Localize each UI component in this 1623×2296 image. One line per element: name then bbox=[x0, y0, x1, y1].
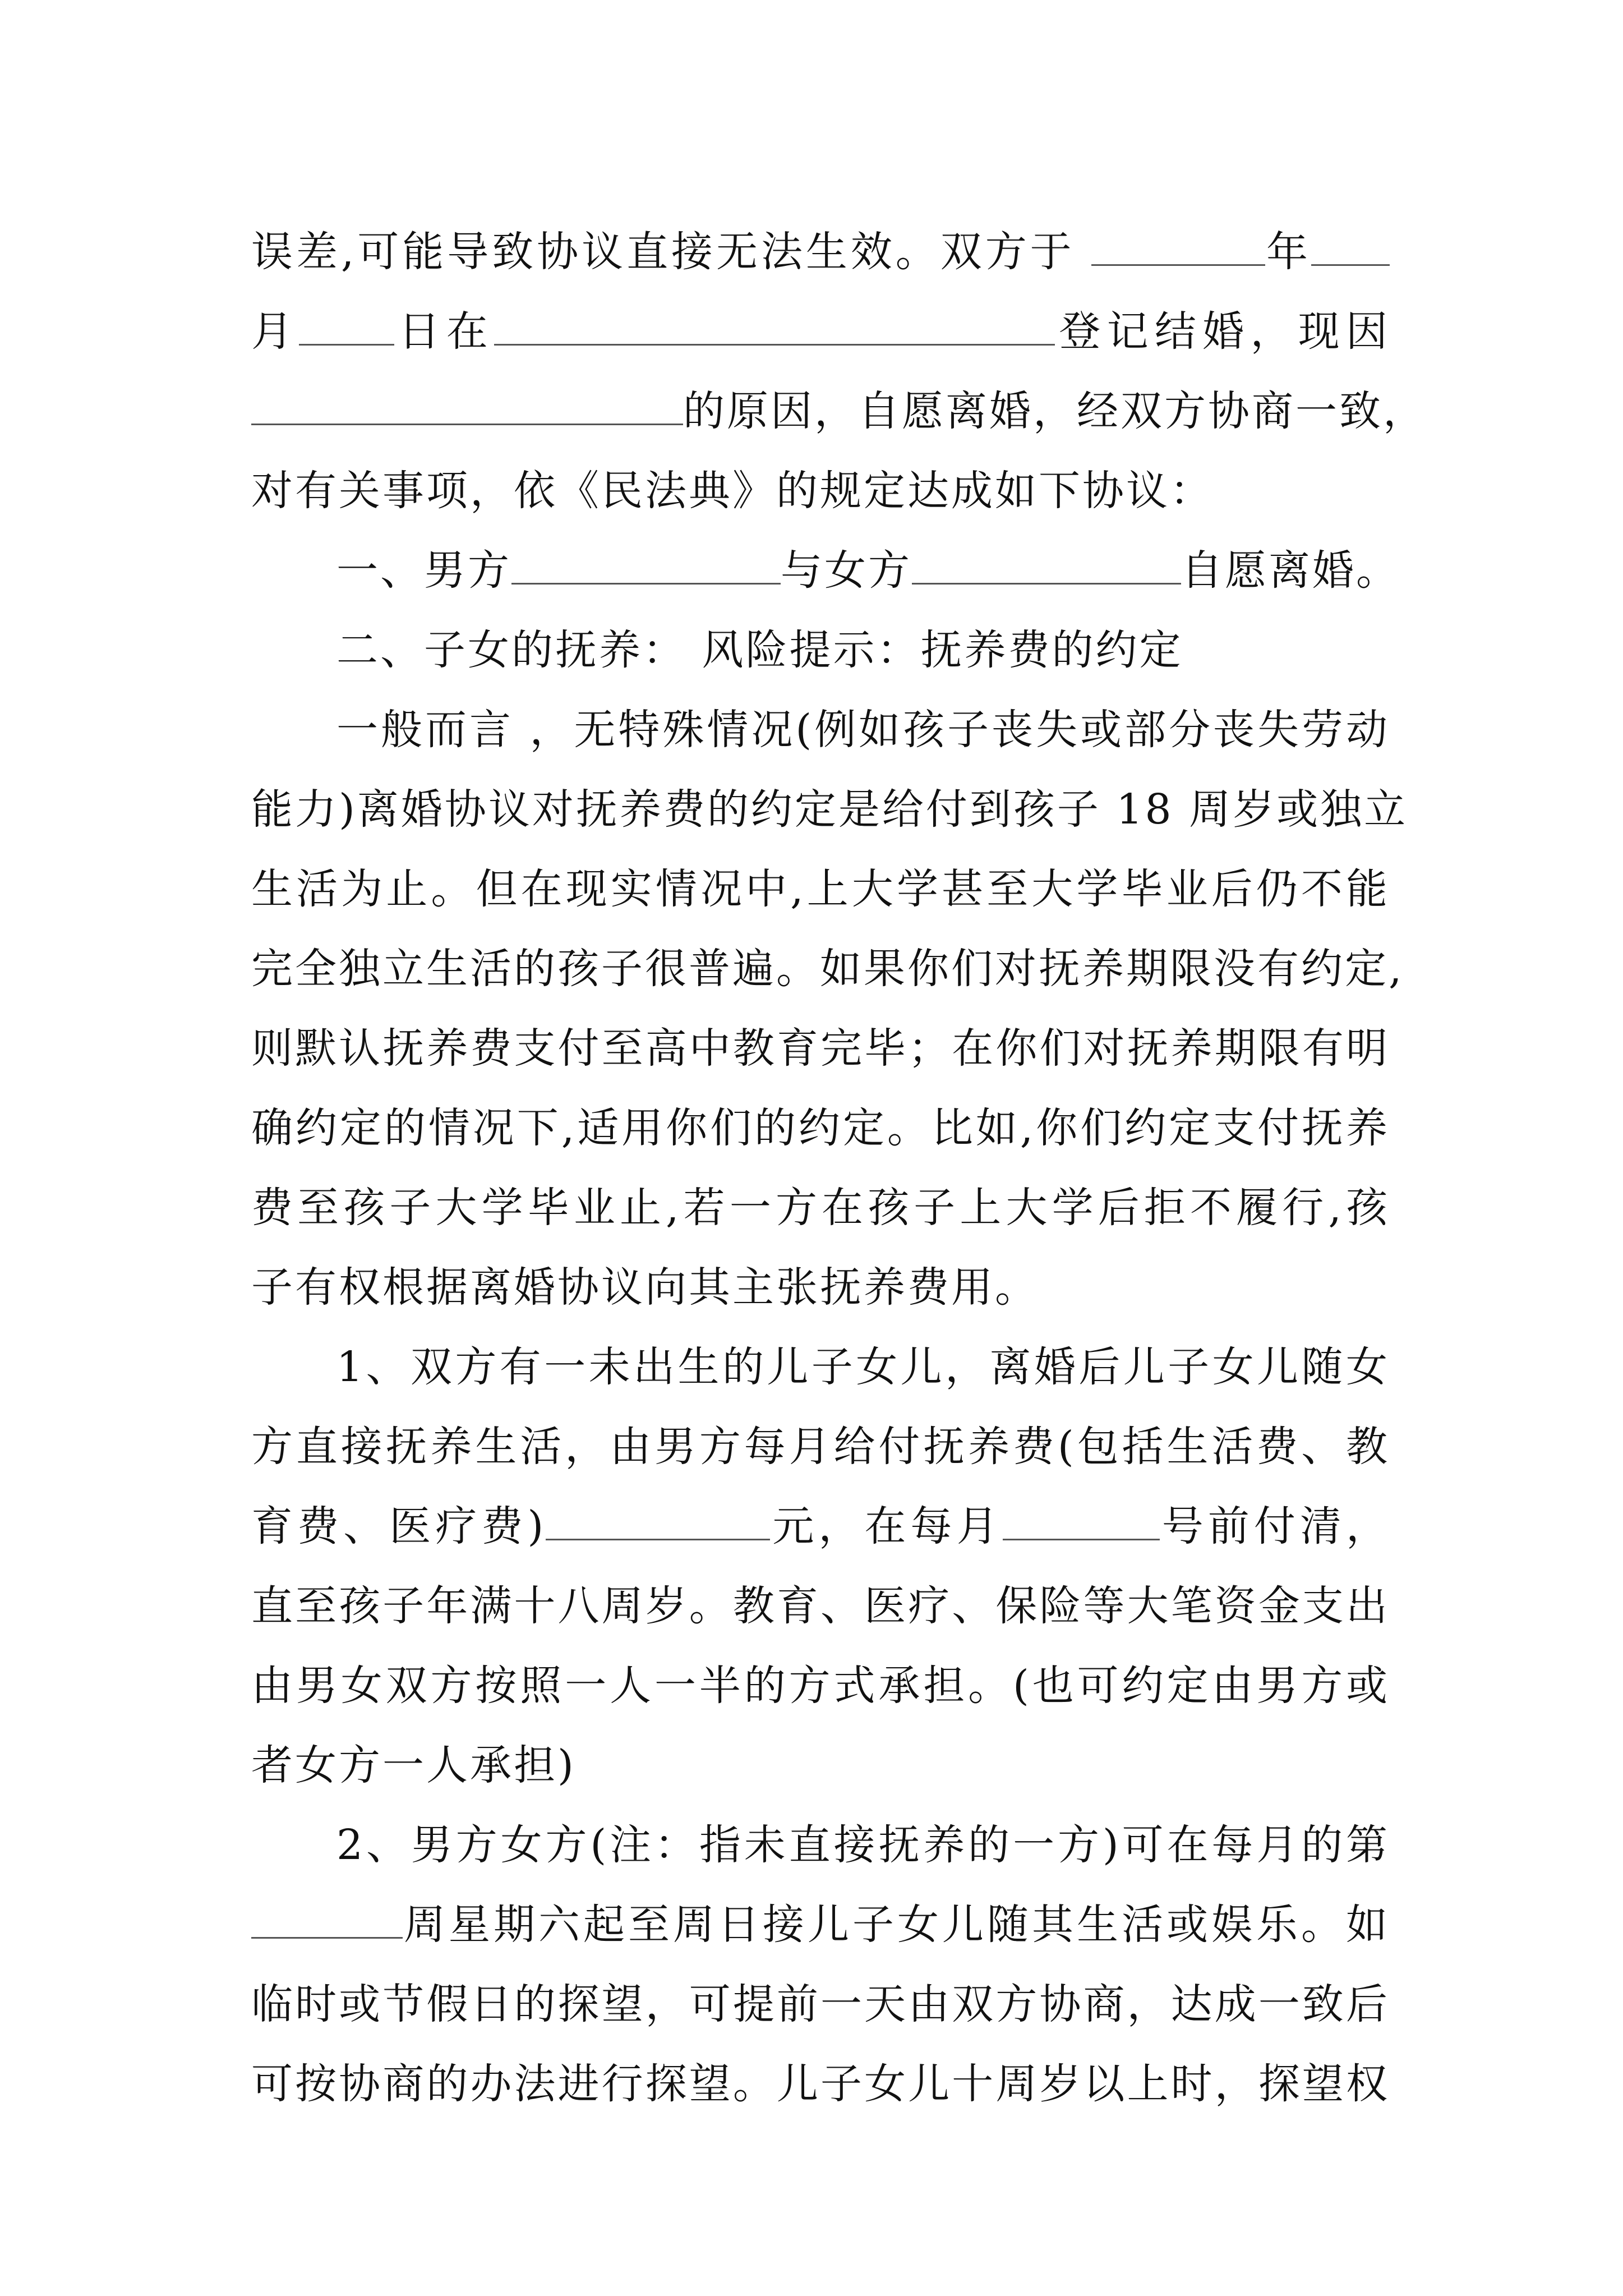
text-segment: 则默认抚养费支付至高中教育完毕；在你们对抚养期限有明 bbox=[251, 1024, 1390, 1073]
fill-in-blank bbox=[546, 1495, 770, 1540]
text-line bbox=[251, 292, 1390, 371]
text-line bbox=[251, 1885, 1390, 1964]
text-line bbox=[251, 1646, 1390, 1726]
fill-in-blank bbox=[511, 539, 781, 585]
text-line bbox=[251, 1805, 1390, 1885]
text-line bbox=[251, 1009, 1390, 1088]
text-line bbox=[251, 371, 1427, 451]
text-line bbox=[251, 531, 1400, 610]
text-line bbox=[251, 1487, 1390, 1566]
text-segment: 一般而言 ，无特殊情况(例如孩子丧失或部分丧失劳动 bbox=[336, 706, 1390, 754]
fill-in-blank bbox=[912, 539, 1181, 585]
text-line bbox=[251, 1088, 1390, 1168]
text-line bbox=[251, 770, 1408, 849]
text-line bbox=[251, 929, 1404, 1009]
text-line bbox=[251, 690, 1390, 770]
text-segment: 月 bbox=[251, 307, 299, 356]
text-segment: 育费、医疗费) bbox=[251, 1502, 546, 1550]
text-segment: 直至孩子年满十八周岁。教育、医疗、保险等大笔资金支出 bbox=[251, 1582, 1390, 1630]
text-segment: 1、双方有一未出生的儿子女儿，离婚后儿子女儿随女 bbox=[336, 1343, 1390, 1391]
text-segment: 对有关事项，依《民法典》的规定达成如下协议： bbox=[251, 467, 1214, 515]
text-segment: 能力)离婚协议对抚养费的约定是给付到孩子 18 周岁或独立 bbox=[251, 785, 1408, 834]
text-segment: 误差,可能导致协议直接无法生效。双方于 bbox=[251, 228, 1092, 276]
text-segment: 由男女双方按照一人一半的方式承担。(也可约定由男方或 bbox=[251, 1662, 1390, 1710]
fill-in-blank bbox=[299, 300, 394, 346]
text-segment: 费至孩子大学毕业止,若一方在孩子上大学后拒不履行,孩 bbox=[251, 1184, 1390, 1232]
text-segment: 方直接抚养生活，由男方每月给付抚养费(包括生活费、教 bbox=[251, 1423, 1390, 1471]
text-line bbox=[251, 1964, 1390, 2044]
text-segment: 号前付清， bbox=[1159, 1502, 1390, 1550]
text-line bbox=[251, 1327, 1390, 1407]
text-line bbox=[251, 2044, 1390, 2124]
fill-in-blank bbox=[1003, 1495, 1160, 1540]
fill-in-blank bbox=[251, 380, 683, 425]
text-line bbox=[251, 610, 1390, 690]
text-segment: 2、男方女方(注：指未直接抚养的一方)可在每月的第 bbox=[336, 1821, 1390, 1869]
text-line bbox=[251, 849, 1390, 929]
agreement-body-text bbox=[251, 212, 1427, 2124]
text-line bbox=[251, 451, 1390, 531]
text-segment: 的原因，自愿离婚，经双方协商一致， bbox=[683, 387, 1427, 435]
text-segment: 登记结婚，现因 bbox=[1055, 307, 1390, 356]
text-segment: 临时或节假日的探望，可提前一天由双方协商，达成一致后 bbox=[251, 1980, 1390, 2028]
text-line bbox=[251, 1248, 1390, 1327]
text-segment: 周星期六起至周日接儿子女儿随其生活或娱乐。如 bbox=[403, 1901, 1390, 1949]
text-segment: 子有权根据离婚协议向其主张抚养费用。 bbox=[251, 1263, 1039, 1312]
fill-in-blank bbox=[1091, 220, 1265, 266]
fill-in-blank bbox=[494, 300, 1055, 346]
text-segment: 年 bbox=[1265, 228, 1311, 276]
text-segment: 一、男方 bbox=[336, 546, 511, 595]
text-segment: 元，在每月 bbox=[770, 1502, 1003, 1550]
text-segment: 确约定的情况下,适用你们的约定。比如,你们约定支付抚养 bbox=[251, 1104, 1390, 1152]
text-line bbox=[251, 1566, 1390, 1646]
text-segment: 二、子女的抚养： 风险提示：抚养费的约定 bbox=[336, 626, 1183, 674]
text-segment: 者女方一人承担) bbox=[251, 1741, 576, 1789]
text-line bbox=[251, 1726, 1390, 1805]
text-line bbox=[251, 212, 1390, 292]
text-segment: 生活为止。但在现实情况中,上大学甚至大学毕业后仍不能 bbox=[251, 865, 1390, 913]
text-segment: 与女方 bbox=[781, 546, 912, 595]
text-segment: 可按协商的办法进行探望。儿子女儿十周岁以上时，探望权 bbox=[251, 2060, 1390, 2108]
text-segment: 日在 bbox=[394, 307, 495, 356]
text-line bbox=[251, 1168, 1390, 1248]
text-line bbox=[251, 1407, 1390, 1487]
text-segment: 完全独立生活的孩子很普遍。如果你们对抚养期限没有约定, bbox=[251, 945, 1404, 993]
text-segment: 自愿离婚。 bbox=[1181, 546, 1400, 595]
fill-in-blank bbox=[1311, 220, 1390, 266]
fill-in-blank bbox=[251, 1893, 403, 1939]
